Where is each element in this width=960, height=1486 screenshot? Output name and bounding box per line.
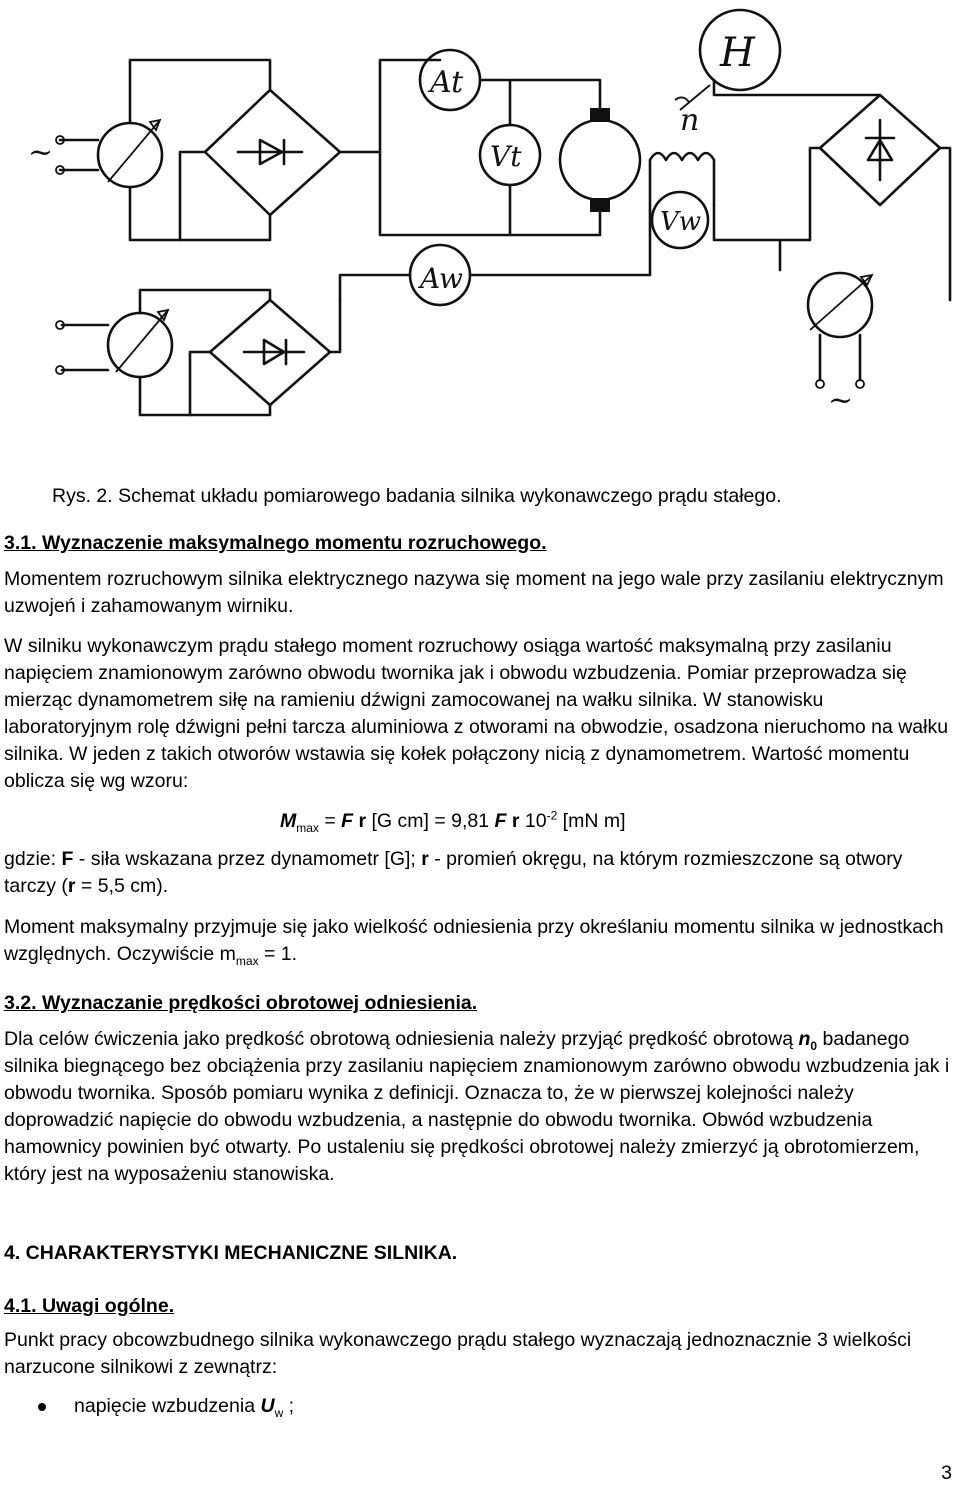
paragraph-3-2-1: Dla celów ćwiczenia jako prędkość obrotową odniesienia należy przyjąć prędkość obrotową $n_0$ badanego silnika biegnącego bez obciążenia przy zasilaniu napięciem znamionowym zarówno obwodu wzbudzenia jak i obwodu twornika. Sposób pomiaru wynika z definicji. Oznacza to, że w pierwszej kolejności należy doprowadzić napięcie do obwodu wzbudzenia, a następnie do obwodu twornika. Obwód wzbudzenia hamownicy powinien być otwarty. Po ustaleniu się prędkości obrotowej należy zmierzyć ją obrotomierzem, który jest na wyposażeniu stanowiska. bbox=[4, 1028, 950, 1185]
paragraph-4-1-1: Punkt pracy obcowzbudnego silnika wykonawczego prądu stałego wyznaczają jednoznacznie 3 wielkości narzucone silnikowi z zewnątrz: bbox=[4, 1329, 912, 1378]
paragraph-where: gdzie: F - siła wskazana przez dynamometr [G]; r - promień okręgu, na którym rozmieszczone są otwory tarczy (r = 5,5 cm). bbox=[4, 848, 903, 897]
list-item-text: napięcie wzbudzenia $U_w$ ; bbox=[74, 1395, 295, 1420]
heading-4-1: 4.1. Uwagi ogólne. bbox=[4, 1295, 175, 1317]
left-top-circuit bbox=[28, 60, 440, 240]
field-winding bbox=[650, 103, 714, 210]
ac-source-label-right: ~ bbox=[828, 383, 854, 418]
svg-text:H: H bbox=[720, 30, 755, 76]
paragraph-3-1-2: W silniku wykonawczym prądu stałego moment rozruchowy osiąga wartość maksymalną przy zasilaniu napięciem znamionowym zarówno obwodu twornika jak i obwodu wzbudzenia. Pomiar przeprowadza się mierząc dynamometrem siłę na ramieniu dźwigni zamocowanej na wałku silnika. W stanowisku laboratoryjnym rolę dźwigni pełni tarcza aluminiowa z otworami na obwodzie, osadzona nieruchomo na wałku silnika. W jeden z takich otworów wstawia się kołek połączony nicią z dynamometrem. Wartość momentu oblicza się wg wzoru: bbox=[4, 635, 949, 792]
paragraph-3-1-1: Momentem rozruchowym silnika elektrycznego nazywa się moment na jego wale przy zasilaniu elektrycznym uzwojeń i zahamowanym wirniku. bbox=[4, 568, 944, 617]
heading-3-2: 3.2. Wyznaczanie prędkości obrotowej odniesienia. bbox=[4, 992, 478, 1014]
svg-text:Aw: Aw bbox=[420, 262, 463, 295]
bullet-icon bbox=[38, 1403, 46, 1411]
page-number: 3 bbox=[941, 1462, 952, 1484]
circuit-diagram bbox=[20, 0, 960, 440]
heading-3-1: 3.1. Wyznaczenie maksymalnego momentu rozruchowego. bbox=[4, 532, 547, 554]
figure-caption: Rys. 2. Schemat układu pomiarowego badania silnika wykonawczego prądu stałego. bbox=[52, 485, 782, 507]
right-circuit bbox=[714, 80, 950, 418]
ac-source-label-top: ~ bbox=[28, 135, 54, 170]
svg-text:Vt: Vt bbox=[490, 140, 522, 173]
ammeter-aw bbox=[340, 210, 650, 305]
svg-text:Vw: Vw bbox=[660, 207, 702, 237]
heading-4: 4. CHARAKTERYSTYKI MECHANICZNE SILNIKA. bbox=[4, 1242, 458, 1264]
svg-text:n: n bbox=[680, 103, 700, 138]
voltmeter-vt bbox=[480, 80, 540, 235]
paragraph-3-1-3: Moment maksymalny przyjmuje się jako wielkość odniesienia przy określaniu momentu silnika w jednostkach względnych. Oczywiście $m_{max} = 1$. bbox=[4, 916, 944, 968]
voltmeter-vw bbox=[652, 192, 708, 248]
svg-text:At: At bbox=[430, 65, 464, 100]
autotransformer-bottom bbox=[108, 313, 172, 377]
formula-mmax: $M_{max} = F$ r [G cm] = 9,81 F r $10^{-2}$ [mN m] bbox=[280, 808, 626, 835]
circuit-schematic-svg bbox=[20, 0, 960, 440]
left-bottom-circuit bbox=[56, 290, 340, 415]
